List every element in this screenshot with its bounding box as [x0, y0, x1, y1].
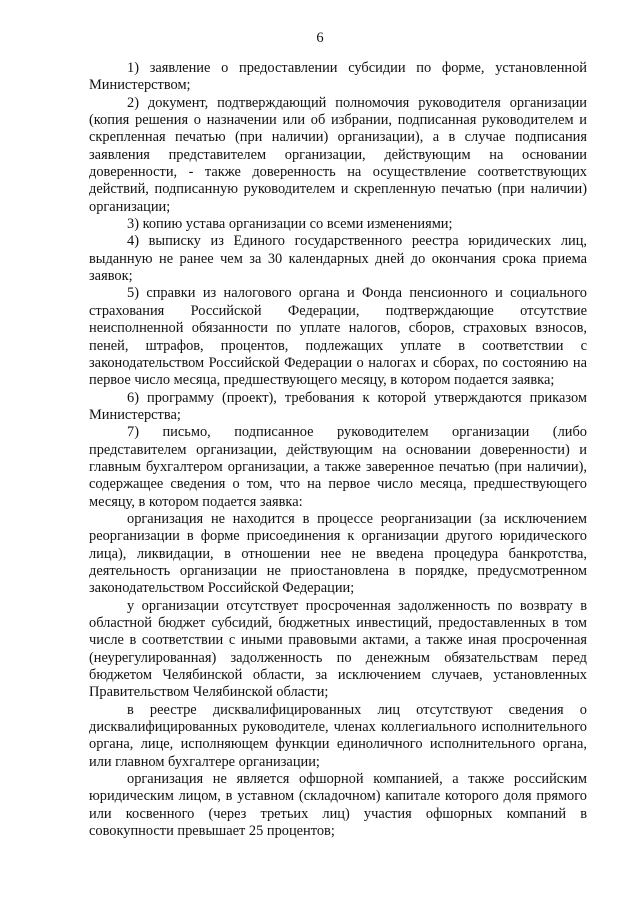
paragraph-condition-disqualified: в реестре дисквалифицированных лиц отсутствуют сведения о дисквалифицированных руководителе, членах коллегиального исполнительного органа, лице, исполняющем функции единоличного исполнительного органа, или главном бухгалтере организации; [89, 701, 587, 770]
paragraph-condition-debt: у организации отсутствует просроченная задолженность по возврату в областной бюджет субсидий, бюджетных инвестиций, предоставленных в том числе в соответствии с иными правовыми актами, а также иная просроченная (неурегулированная) задолженность по денежным обязательствам перед бюджетом Челябинской области, за исключением случаев, установленных Правительством Челябинской области; [89, 597, 587, 701]
paragraph-item-7: 7) письмо, подписанное руководителем организации (либо представителем организации, действующим на основании доверенности) и главным бухгалтером организации, а также заверенное печатью (при наличии), содержащее сведения о том, что на первое число месяца, предшествующего месяцу, в котором подается заявка: [89, 424, 587, 510]
paragraph-item-1: 1) заявление о предоставлении субсидии по форме, установленной Министерством; [89, 60, 587, 94]
paragraph-item-6: 6) программу (проект), требования к которой утверждаются приказом Министерства; [89, 389, 587, 423]
paragraph-condition-offshore: организация не является офшорной компанией, а также российским юридическим лицом, в уставном (складочном) капитале которого доля прямого или косвенного (через третьих лиц) участия офшорных компаний в совокупности превышает 25 процентов; [89, 771, 587, 840]
document-body [89, 60, 587, 840]
paragraph-item-4: 4) выписку из Единого государственного реестра юридических лиц, выданную не ранее чем за 30 календарных дней до окончания срока приема заявок; [89, 233, 587, 285]
paragraph-item-2: 2) документ, подтверждающий полномочия руководителя организации (копия решения о назначении или об избрании, подписанная руководителем и скрепленная печатью (при наличии) организации), а в случае подписания заявления представителем организации, действующим на основании доверенности, - также доверенность на осуществление соответствующих действий, подписанную руководителем и скрепленную печатью (при наличии) организации; [89, 94, 587, 215]
paragraph-item-3: 3) копию устава организации со всеми изменениями; [127, 216, 453, 233]
paragraph-condition-reorganization: организация не находится в процессе реорганизации (за исключением реорганизации в форме присоединения к организации другого юридического лица), ликвидации, в отношении нее не введена процедура банкротства, деятельность организации не приостановлена в порядке, предусмотренном законодательством Российской Федерации; [89, 510, 587, 597]
page-number: 6 [316, 30, 324, 46]
paragraph-item-5: 5) справки из налогового органа и Фонда пенсионного и социального страхования Российской Федерации, подтверждающие отсутствие неисполненной обязанности по уплате налогов, сборов, страховых взносов, пеней, штрафов, процентов, подлежащих уплате в соответствии с законодательством Российской Федерации о налогах и сборах, по состоянию на первое число месяца, предшествующего месяцу, в котором подается заявка; [89, 285, 587, 389]
